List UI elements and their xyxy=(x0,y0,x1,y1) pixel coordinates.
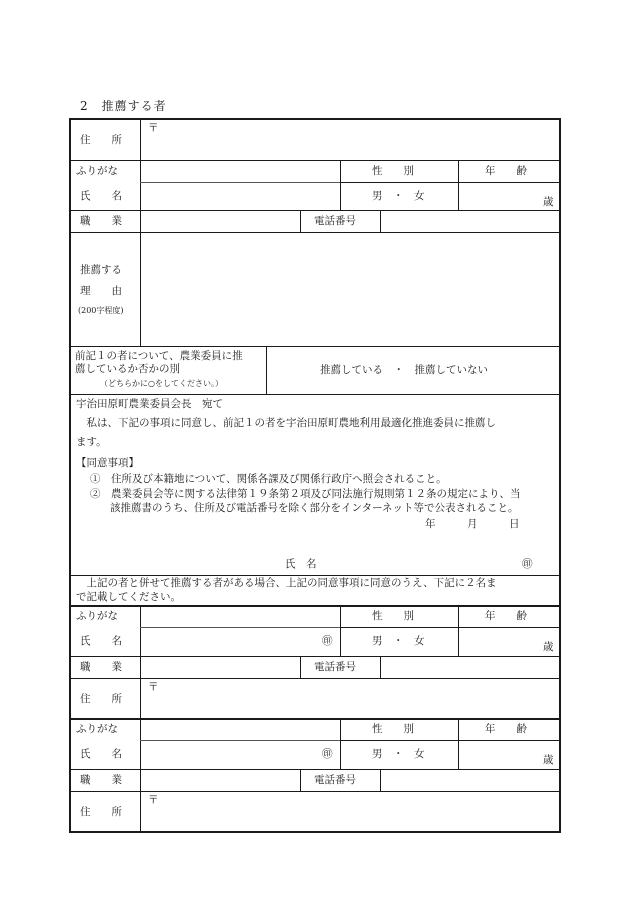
row-divider xyxy=(69,575,561,576)
row-divider xyxy=(69,210,561,211)
col-divider xyxy=(340,160,341,210)
occupation-input[interactable] xyxy=(143,212,298,230)
col-divider xyxy=(458,160,459,210)
is-recommended-question-2: 薦しているか否かの別 xyxy=(75,363,180,375)
col-divider xyxy=(340,718,341,769)
address-label: 住 所 xyxy=(80,806,122,818)
consent-seal: ㊞ xyxy=(522,558,533,570)
age-unit: 歳 xyxy=(543,641,554,653)
consent-item-1: ① 住所及び本籍地について、関係各課及び関係行政庁へ照会されること。 xyxy=(90,473,447,485)
furigana-divider xyxy=(140,182,340,183)
consent-name-label: 氏 名 xyxy=(285,558,317,570)
section-title: 2 推薦する者 xyxy=(80,99,167,113)
row-divider xyxy=(340,182,560,183)
col-divider xyxy=(340,605,341,656)
phone-label: 電話番号 xyxy=(314,774,356,786)
reason-label-1: 推薦する xyxy=(80,264,122,276)
label-column-divider xyxy=(140,605,141,718)
name-label: 氏 名 xyxy=(80,635,122,647)
row-divider xyxy=(69,394,561,395)
furigana-input[interactable] xyxy=(143,162,338,180)
row-divider xyxy=(69,656,561,657)
consent-name-input[interactable] xyxy=(335,553,505,571)
phone-label: 電話番号 xyxy=(314,661,356,673)
age-label: 年 齢 xyxy=(485,610,527,622)
occupation-label: 職 業 xyxy=(80,215,122,227)
furigana-label: ふりがな xyxy=(76,165,118,177)
reason-input[interactable] xyxy=(143,234,555,344)
age-label: 年 齢 xyxy=(485,723,527,735)
name-label: 氏 名 xyxy=(80,748,122,760)
age-unit: 歳 xyxy=(543,196,554,208)
postal-mark: 〒 xyxy=(148,794,159,806)
consent-addressee: 宇治田原町農業委員会長 宛て xyxy=(76,398,223,410)
furigana-input[interactable] xyxy=(143,720,338,738)
postal-mark: 〒 xyxy=(148,681,159,693)
occupation-label: 職 業 xyxy=(80,774,122,786)
age-input[interactable] xyxy=(462,742,537,766)
row-divider xyxy=(69,232,561,233)
consent-item-2a: ② 農業委員会等に関する法律第１９条第２項及び同法施行規則第１２条の規定により、当 xyxy=(90,488,521,500)
table-bottom-border xyxy=(69,831,561,833)
age-input[interactable] xyxy=(462,629,537,653)
row-divider xyxy=(69,769,561,770)
gender-label: 性 別 xyxy=(372,723,414,735)
table-left-border xyxy=(69,118,71,832)
label-column-divider xyxy=(140,718,141,831)
phone-input[interactable] xyxy=(383,212,555,230)
reason-label-2: 理 由 xyxy=(80,285,122,297)
name-label: 氏 名 xyxy=(80,190,122,202)
name-seal: ㊞ xyxy=(322,635,333,647)
row-divider xyxy=(69,346,561,347)
is-recommended-question-1: 前記１の者について、農業委員に推 xyxy=(75,350,243,362)
consent-body-2: ます。 xyxy=(76,436,107,448)
occupation-input[interactable] xyxy=(143,658,298,676)
age-input[interactable] xyxy=(462,184,537,208)
col-divider xyxy=(380,656,381,678)
is-recommended-options[interactable]: 推薦している ・ 推薦していない xyxy=(320,364,488,376)
address-input[interactable] xyxy=(160,793,555,829)
col-divider xyxy=(300,769,301,791)
furigana-divider xyxy=(140,627,340,628)
col-divider xyxy=(458,718,459,769)
gender-options[interactable]: 男 ・ 女 xyxy=(372,190,425,202)
row-divider xyxy=(340,627,560,628)
name-seal: ㊞ xyxy=(322,748,333,760)
consent-item-2b: 該推薦書のうち、住所及び電話番号を除く部分をインターネット等で公表されること。 xyxy=(110,502,519,514)
age-label: 年 齢 xyxy=(485,165,527,177)
name-input[interactable] xyxy=(143,629,313,653)
gender-label: 性 別 xyxy=(372,165,414,177)
address-label: 住 所 xyxy=(80,134,122,146)
table-right-border xyxy=(559,118,561,832)
gender-label: 性 別 xyxy=(372,610,414,622)
furigana-input[interactable] xyxy=(143,607,338,625)
col-divider xyxy=(380,769,381,791)
row-divider xyxy=(69,791,561,792)
col-divider xyxy=(300,210,301,232)
occupation-label: 職 業 xyxy=(80,661,122,673)
joint-note-2: で記載してください。 xyxy=(76,591,181,603)
address-input[interactable] xyxy=(160,120,555,158)
age-unit: 歳 xyxy=(543,754,554,766)
row-divider xyxy=(69,678,561,679)
phone-input[interactable] xyxy=(383,771,555,789)
postal-mark: 〒 xyxy=(148,122,159,134)
gender-options[interactable]: 男 ・ 女 xyxy=(372,748,425,760)
phone-input[interactable] xyxy=(383,658,555,676)
joint-note-1: 上記の者と併せて推薦する者がある場合、上記の同意事項に同意のうえ、下記に２名ま xyxy=(76,577,497,589)
col-divider xyxy=(380,210,381,232)
name-input[interactable] xyxy=(143,184,338,208)
row-divider xyxy=(69,160,561,161)
occupation-input[interactable] xyxy=(143,771,298,789)
furigana-label: ふりがな xyxy=(76,610,118,622)
col-divider xyxy=(458,605,459,656)
furigana-label: ふりがな xyxy=(76,723,118,735)
reason-label-3: (200字程度) xyxy=(78,306,124,315)
name-input[interactable] xyxy=(143,742,313,766)
address-input[interactable] xyxy=(160,680,555,716)
address-label: 住 所 xyxy=(80,693,122,705)
gender-options[interactable]: 男 ・ 女 xyxy=(372,635,425,647)
phone-label: 電話番号 xyxy=(314,215,356,227)
col-divider xyxy=(266,346,267,394)
furigana-divider xyxy=(140,740,340,741)
consent-body-1: 私は、下記の事項に同意し、前記１の者を宇治田原町農地利用最適化推進委員に推薦し xyxy=(76,417,496,429)
row-divider xyxy=(340,740,560,741)
consent-date: 年 月 日 xyxy=(425,518,520,530)
is-recommended-note: （どちらかに○をしてください。） xyxy=(100,379,223,388)
col-divider xyxy=(300,656,301,678)
consent-header: 【同意事項】 xyxy=(76,457,139,469)
